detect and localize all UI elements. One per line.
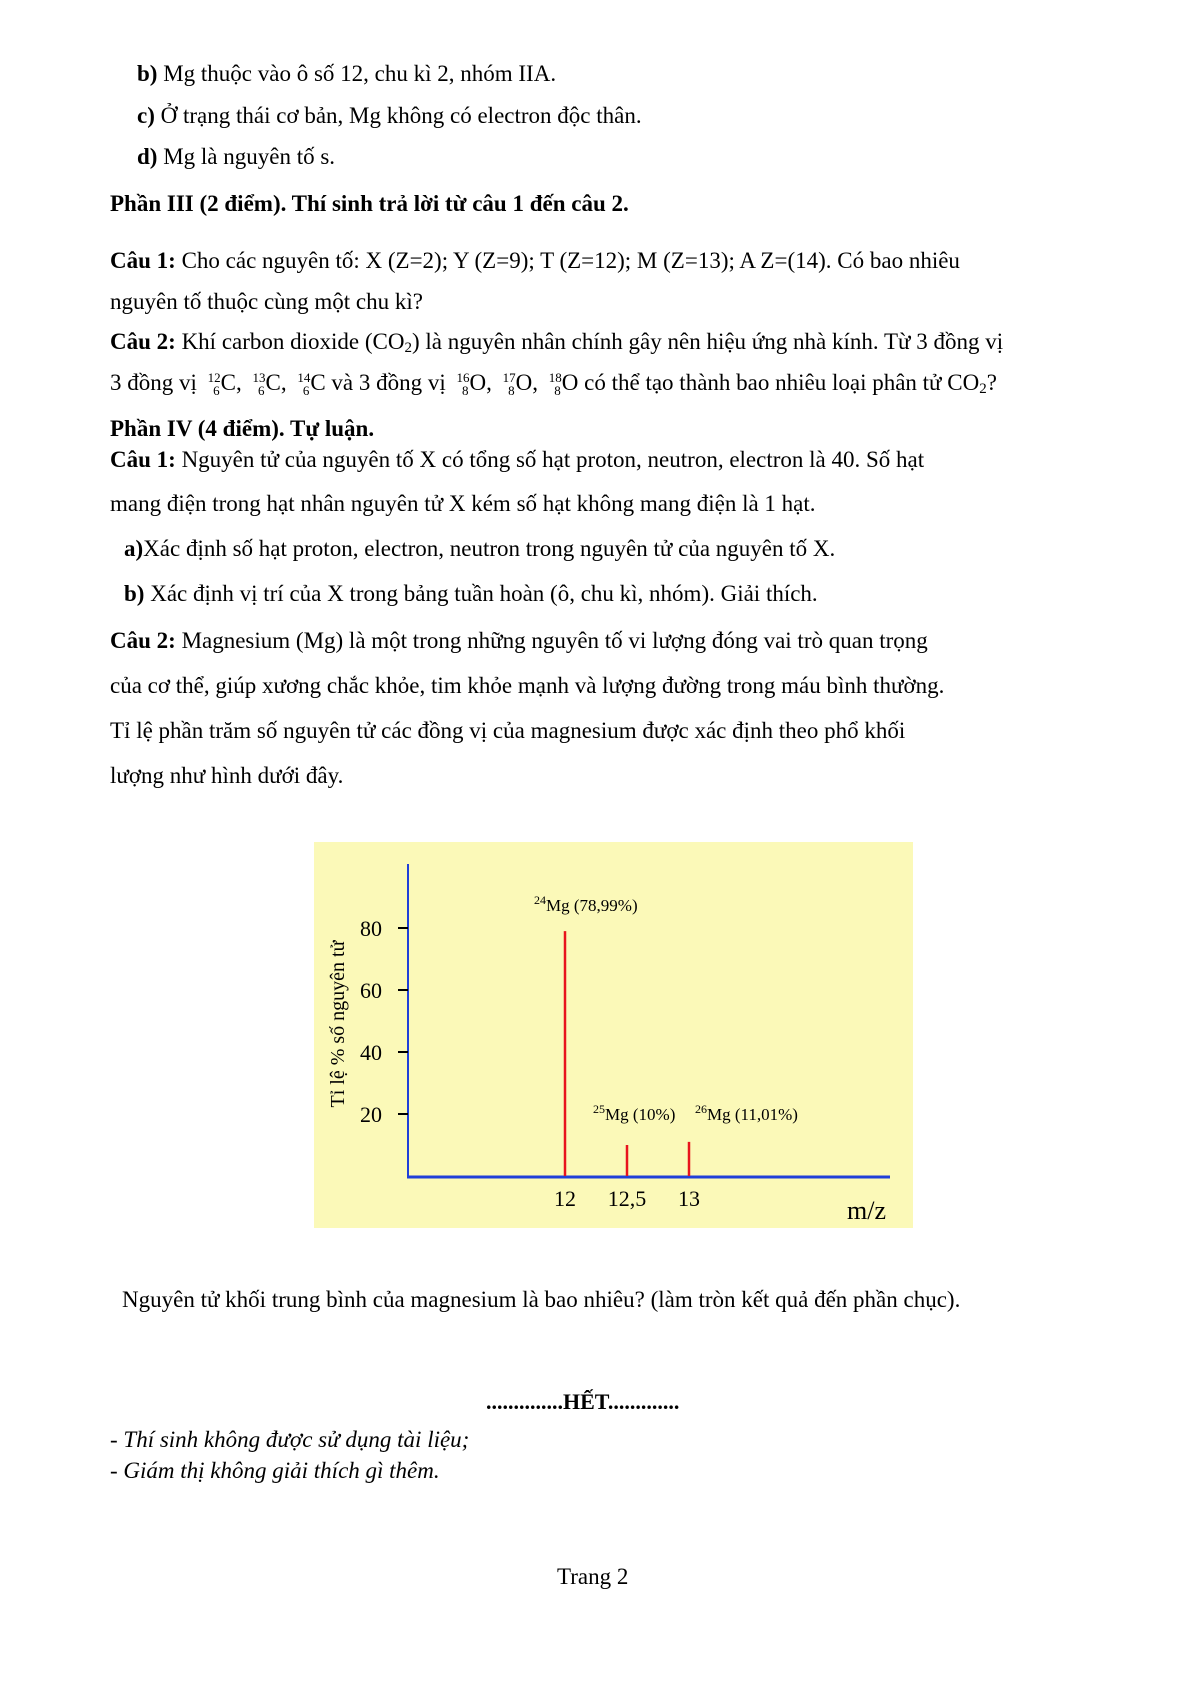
y-tick-label: 40 [360,1040,382,1065]
peak-label: $^{25}$Mg (10%) [593,1102,676,1124]
bar-group [565,931,689,1176]
x-tick-label: 13 [678,1186,700,1211]
part4-heading: Phần IV (4 điểm). Tự luận. [110,416,375,441]
note-2: - Giám thị không giải thích gì thêm. [110,1458,440,1483]
isotope-o17: 17 8 [502,370,516,398]
isotope-c14: 14 6 [297,370,311,398]
mass-spectrum-chart [314,842,913,1228]
isotope-o18: 18 8 [548,370,562,398]
statement-d: d) Mg là nguyên tố s. [137,144,336,169]
y-axis-label: Tỉ lệ % số nguyên tử [327,940,349,1108]
part4-q1-a: a)Xác định số hạt proton, electron, neutron trong nguyên tử của nguyên tố X. [124,536,836,561]
isotope-c13: 13 6 [252,370,266,398]
y-tick-group [360,916,408,1127]
page-number: Trang 2 [557,1564,629,1589]
part4-q2-line2: của cơ thể, giúp xương chắc khỏe, tim khỏe mạnh và lượng đường trong máu bình thường. [110,673,945,698]
part4-q2-line1: Câu 2: Magnesium (Mg) là một trong những nguyên tố vi lượng đóng vai trò quan trọng [110,628,928,653]
end-marker: ..............HẾT............. [486,1389,680,1414]
statement-b: b) Mg thuộc vào ô số 12, chu kì 2, nhóm IIA. [137,61,557,86]
part3-heading: Phần III (2 điểm). Thí sinh trả lời từ câu 1 đến câu 2. [110,191,629,216]
x-axis-label: m/z [847,1196,886,1225]
mg-question: Nguyên tử khối trung bình của magnesium là bao nhiêu? (làm tròn kết quả đến phần chục). [122,1287,961,1312]
chart-svg [314,842,913,1228]
y-tick-label: 60 [360,978,382,1003]
isotope-o16: 16 8 [456,370,470,398]
part4-q2-line4: lượng như hình dưới đây. [110,763,344,788]
isotope-c12: 12 6 [207,370,221,398]
part4-q1-b: b) Xác định vị trí của X trong bảng tuần hoàn (ô, chu kì, nhóm). Giải thích. [124,581,818,606]
peak-label: $^{24}$Mg (78,99%) [534,893,638,915]
peak-label-group [534,893,798,1124]
y-tick-label: 80 [360,916,382,941]
note-1: - Thí sinh không được sử dụng tài liệu; [110,1427,470,1452]
x-tick-label: 12,5 [607,1186,647,1211]
y-tick-label: 20 [360,1102,382,1127]
part3-q1-line2: nguyên tố thuộc cùng một chu kì? [110,289,423,314]
x-tick-label: 12 [554,1186,576,1211]
part3-q2-line2: 3 đồng vị 12 6 C, 13 6 C, 14 6 C và 3 đồng vị 16 8 O, 17 8 O, 18 8 O có thể tạo thành bao nhiêu loại phân tử $CO_2$? [110,370,997,398]
part3-q2-line1: Câu 2: Khí carbon dioxide $(CO_2)$ là nguyên nhân chính gây nên hiệu ứng nhà kính. Từ 3 đồng vị [110,329,1004,356]
part4-q1-line2: mang điện trong hạt nhân nguyên tử X kém số hạt không mang điện là 1 hạt. [110,491,816,516]
statement-c: c) Ở trạng thái cơ bản, Mg không có electron độc thân. [137,103,642,128]
peak-label: $^{26}$Mg (11,01%) [695,1102,798,1124]
part4-q1-line1: Câu 1: Nguyên tử của nguyên tố X có tổng số hạt proton, neutron, electron là 40. Số hạt [110,447,925,472]
part4-q2-line3: Tỉ lệ phần trăm số nguyên tử các đồng vị của magnesium được xác định theo phổ khối [110,718,906,743]
part3-q1-line1: Câu 1: Cho các nguyên tố: X (Z=2); Y (Z=9); T (Z=12); M (Z=13); A Z=(14). Có bao nhiêu [110,248,960,273]
x-tick-group [554,1186,700,1211]
